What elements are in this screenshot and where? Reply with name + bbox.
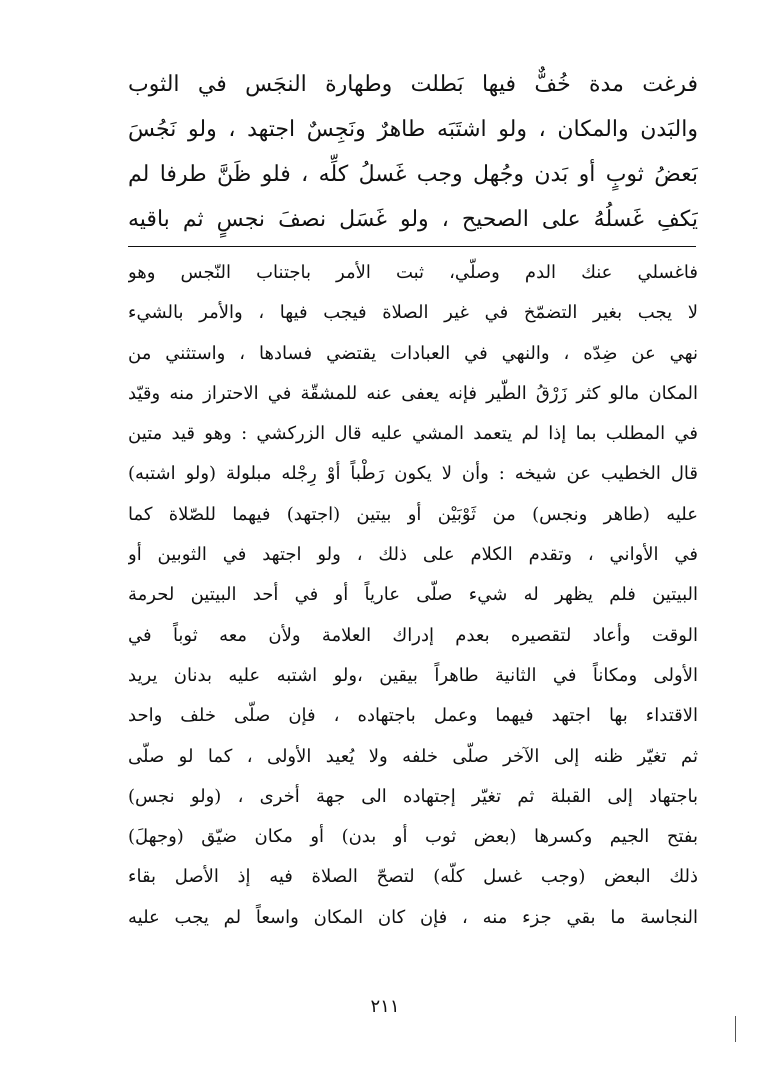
margin-mark <box>735 1016 736 1042</box>
matn-line: فرغت مدة خُفٌّ فيها بَطلت وطهارة النجَس في الثوب <box>128 72 698 97</box>
sharh-line: بفتح الجيم وكسرها (بعض ثوب أو بدن) أو مكان ضيّق (وجهلَ) <box>128 826 698 848</box>
sharh-line: الوقت وأعاد لتقصيره بعدم إدراك العلامة ولأن معه ثوباً في <box>128 624 698 646</box>
sharh-line: المكان مالو كثر زَرْقُ الطّير فإنه يعفى عنه للمشقّة في الاحتراز منه وقيّد <box>128 382 698 404</box>
sharh-line: لا يجب بغير التضمّخ في غير الصلاة فيجب فيها ، والأمر بالشيء <box>128 302 698 324</box>
sharh-line: النجاسة ما بقي جزء منه ، فإن كان المكان واسعاً لم يجب عليه <box>128 906 698 928</box>
matn-line: بَعضُ ثوبٍ أو بَدن وجُهل وجب غَسلُ كلِّه ، فلو ظَنَّ طرفا لم <box>128 162 698 187</box>
sharh-line: في الأواني ، وتقدم الكلام على ذلك ، ولو اجتهد في الثوبين أو <box>128 544 698 566</box>
sharh-text-block <box>128 253 698 938</box>
sharh-line: نهي عن ضِدّه ، والنهي في العبادات يقتضي فسادها ، واستثني من <box>128 342 698 364</box>
section-divider <box>128 246 696 247</box>
matn-text-block <box>128 62 698 242</box>
sharh-line: فاغسلي عنك الدم وصلّي، ثبت الأمر باجتناب النّجس وهو <box>128 262 698 283</box>
sharh-line: في المطلب بما إذا لم يتعمد المشي عليه قال الزركشي : وهو قيد متين <box>128 423 698 445</box>
sharh-line: عليه (طاهر ونجس) من ثَوْبَيْن أو بيتين (اجتهد) فيهما للصّلاة كما <box>128 503 698 525</box>
sharh-line: الأولى ومكاناً في الثانية طاهراً بيقين ،ولو اشتبه عليه بدنان يريد <box>128 664 698 686</box>
sharh-line: ذلك البعض (وجب غسل كلّه) لتصحّ الصلاة فيه إذ الأصل بقاء <box>128 866 698 888</box>
sharh-line: قال الخطيب عن شيخه : وأن لا يكون رَطْباً أوْ رِجْله مبلولة (ولو اشتبه) <box>128 463 698 485</box>
sharh-line: البيتين فلم يظهر له شيء صلّى عارياً أو في أحد البيتين لحرمة <box>128 584 698 606</box>
sharh-line: ثم تغيّر ظنه إلى الآخر صلّى خلفه ولا يُعيد الأولى ، كما لو صلّى <box>128 745 698 767</box>
matn-line: والبَدن والمكان ، ولو اشتَبَه طاهرٌ ونَجِسٌ اجتهد ، ولو نَجُسَ <box>128 117 698 142</box>
matn-line: يَكفِ غَسلُهُ على الصحيح ، ولو غَسَل نصفَ نجسٍ ثم باقيه <box>128 207 698 232</box>
page-number: ٢١١ <box>370 996 400 1017</box>
sharh-line: الاقتداء بها اجتهد فيهما وعمل باجتهاده ، فإن صلّى خلف واحد <box>128 705 698 727</box>
sharh-line: باجتهاد إلى القبلة ثم تغيّر إجتهاده الى جهة أخرى ، (ولو نجس) <box>128 785 698 807</box>
